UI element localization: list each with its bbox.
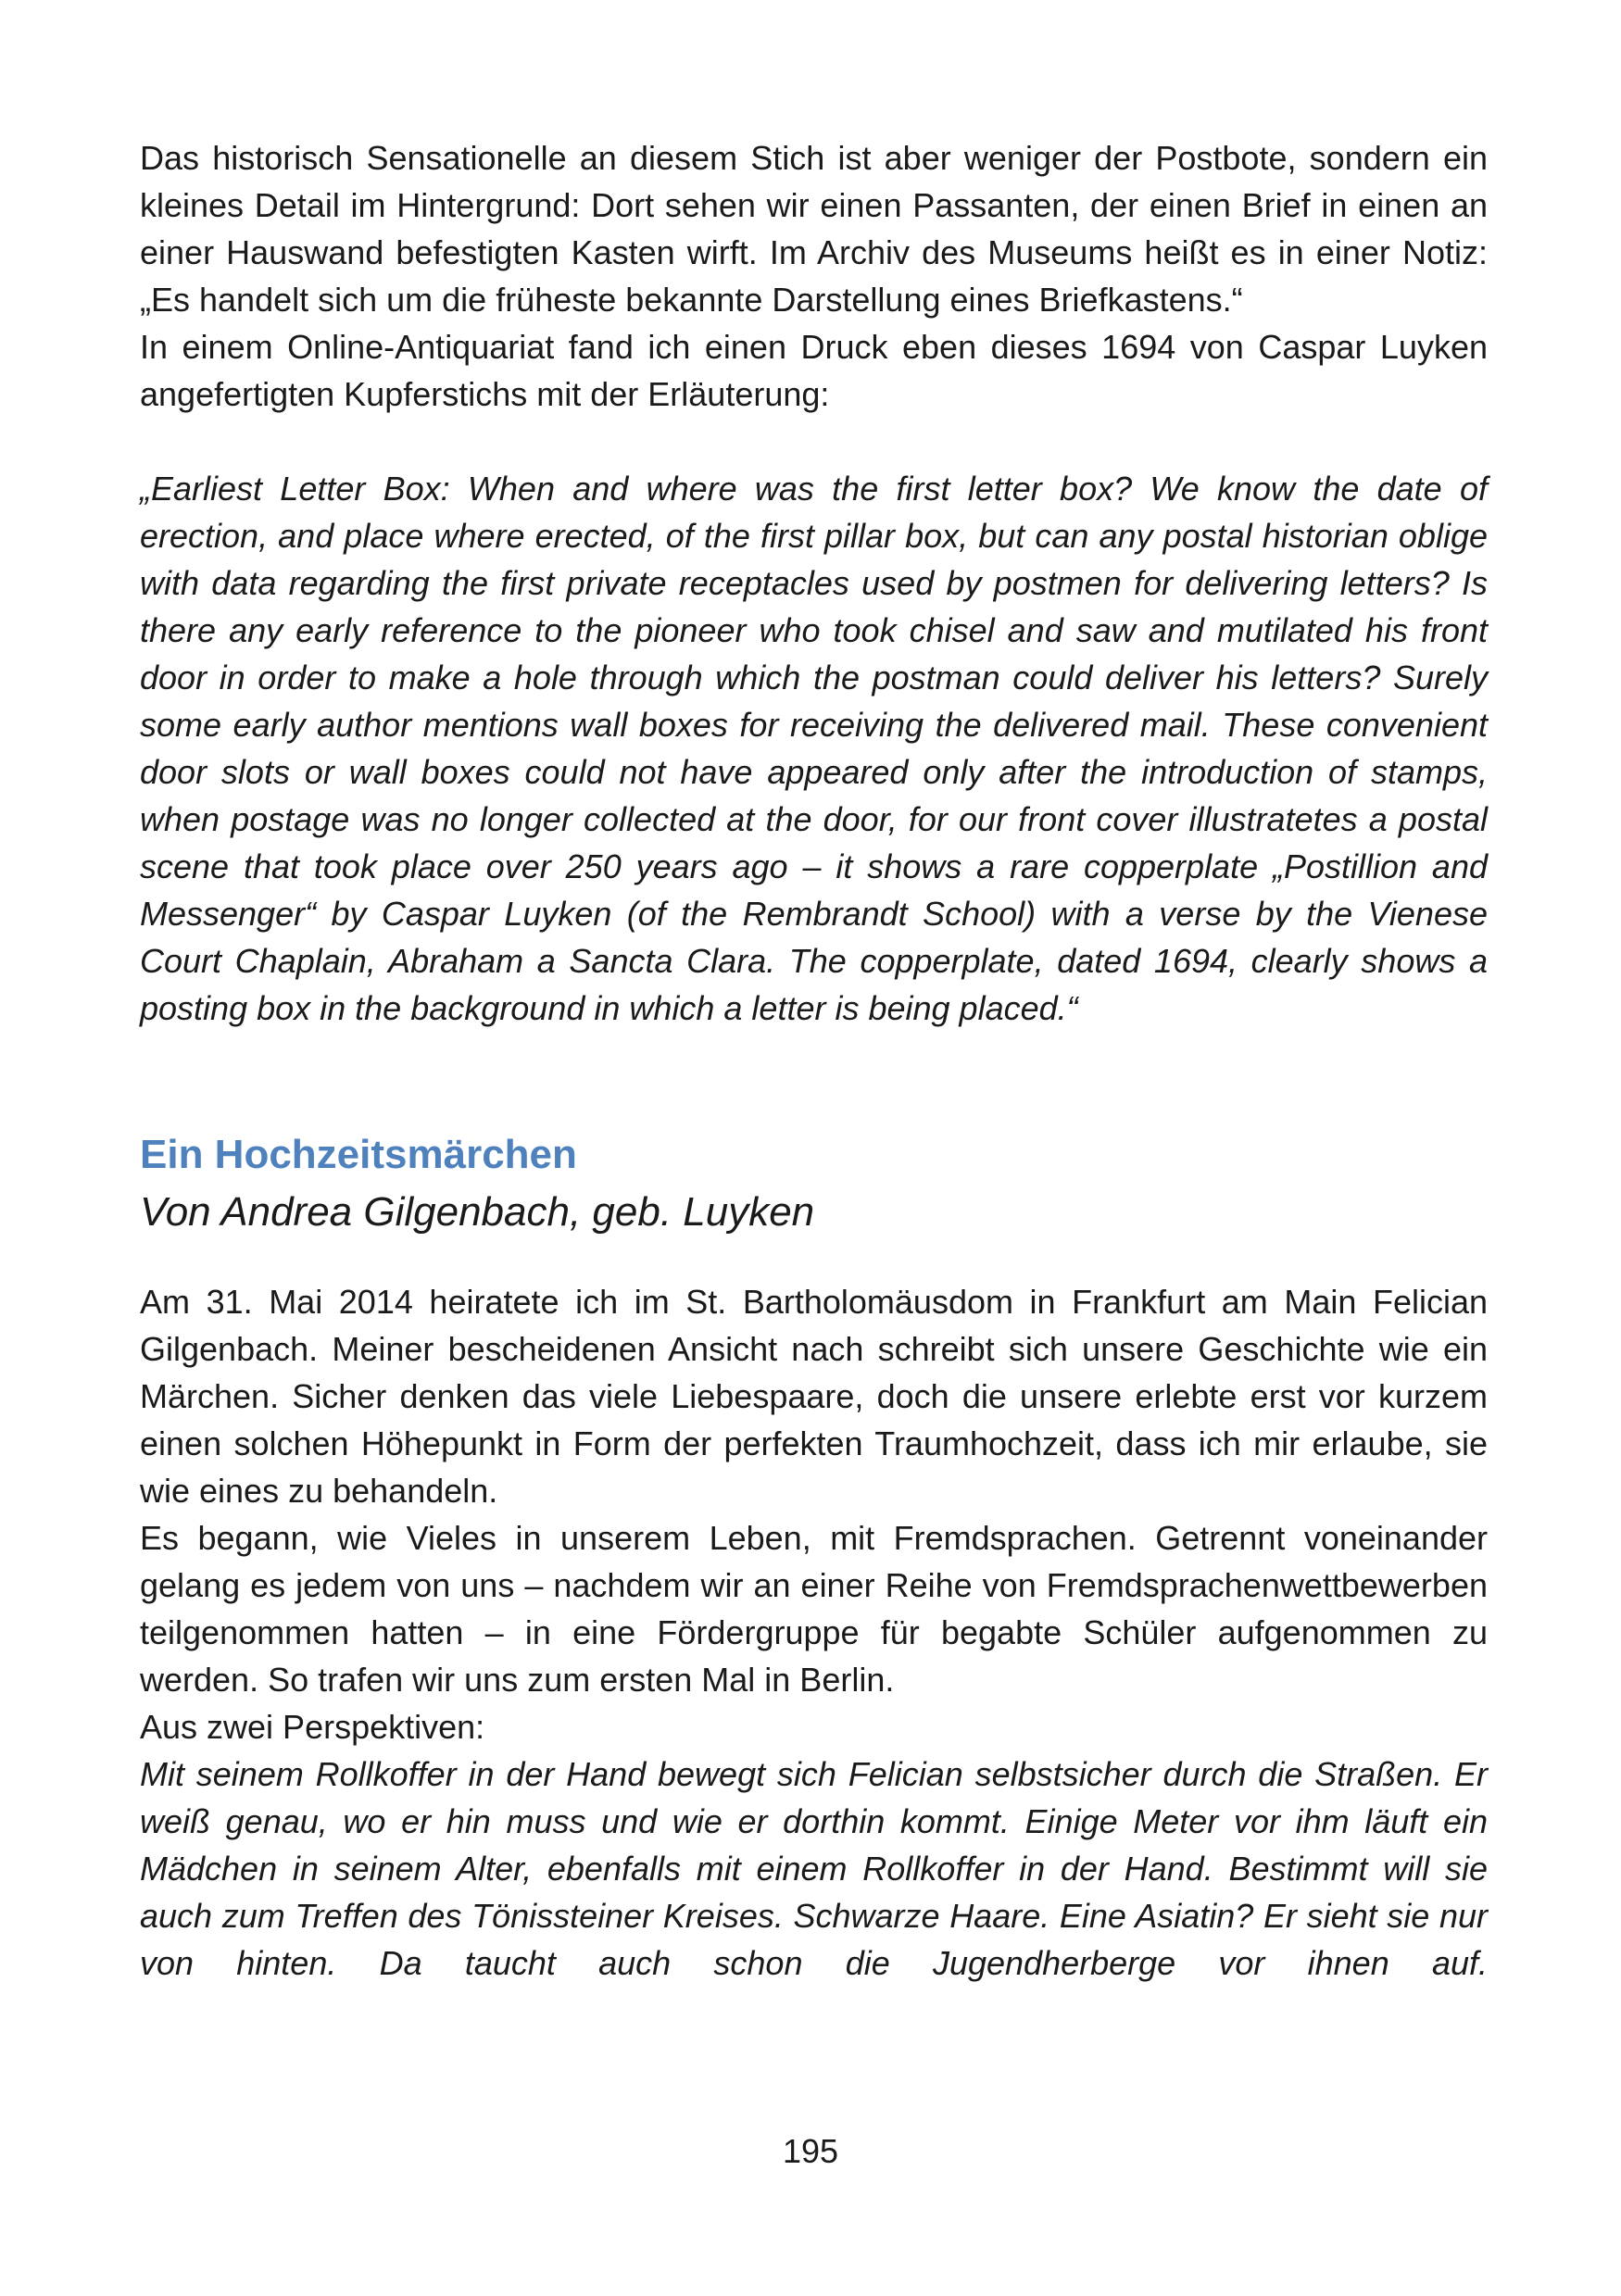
spacer (140, 418, 1488, 465)
page-body (140, 134, 1488, 1987)
spacer (140, 1032, 1488, 1126)
letter-box-quote: „Earliest Letter Box: When and where was the first letter box? We know the date of erection, and place where erected, of the first pillar box, but can any postal historian oblige with data regarding the first private receptacles used by postmen for delivering letters? Is there any early reference to the pioneer who took chisel and saw and mutilated his front door in order to make a hole through which the postman could deliver his letters? Surely some early author mentions wall boxes for receiving the delivered mail. These convenient door slots or wall boxes could not have appeared only after the introduction of stamps, when postage was no longer collected at the door, for our front cover illustratetes a postal scene that took place over 250 years ago – it shows a rare copperplate „Postillion and Messenger“ by Caspar Luyken (of the Rembrandt School) with a verse by the Vienese Court Chaplain, Abraham a Sancta Clara. The copperplate, dated 1694, clearly shows a posting box in the background in which a letter is being placed.“ (140, 470, 1488, 1027)
section-paragraph-2: Es begann, wie Vieles in unserem Leben, mit Fremdsprachen. Getrennt voneinander gelang es jedem von uns – nachdem wir an einer Reihe von Fremdsprachenwettbewerben teilgenommen hatten – in eine Fördergruppe für begabte Schüler aufgenommen zu werden. So trafen wir uns zum ersten Mal in Berlin. (140, 1519, 1488, 1699)
section-paragraph-1: Am 31. Mai 2014 heiratete ich im St. Bartholomäusdom in Frankfurt am Main Felician Gilgenbach. Meiner bescheidenen Ansicht nach schreibt sich unsere Geschichte wie ein Märchen. Sicher denken das viele Liebespaare, doch die unsere erlebte erst vor kurzem einen solchen Höhepunkt in Form der perfekten Traumhochzeit, dass ich mir erlaube, sie wie eines zu behandeln. (140, 1283, 1488, 1510)
section-italic-paragraph: Mit seinem Rollkoffer in der Hand bewegt sich Felician selbstsicher durch die Straßen. Er weiß genau, wo er hin muss und wie er dorthin kommt. Einige Meter vor ihm läuft ein Mädchen in seinem Alter, ebenfalls mit einem Rollkoffer in der Hand. Bestimmt will sie auch zum Treffen des Tönissteiner Kreises. Schwarze Haare. Eine Asiatin? Er sieht sie nur von hinten. Da taucht auch schon die Jugendherberge vor ihnen auf. (140, 1755, 1488, 1982)
section-title: Ein Hochzeitsmärchen (140, 1132, 577, 1177)
section-byline: Von Andrea Gilgenbach, geb. Luyken (140, 1189, 815, 1235)
intro-paragraph-1: Das historisch Sensationelle an diesem Stich ist aber weniger der Postbote, sondern ein kleines Detail im Hintergrund: Dort sehen wir einen Passanten, der einen Brief in einen an einer Hauswand befestigten Kasten wirft. Im Archiv des Museums heißt es in einer Notiz: „Es handelt sich um die früheste bekannte Darstellung eines Briefkastens.“ (140, 139, 1488, 319)
spacer (140, 1241, 1488, 1278)
page-number: 195 (782, 2132, 839, 2170)
section-paragraph-3: Aus zwei Perspektiven: (140, 1708, 485, 1746)
intro-paragraph-2: In einem Online-Antiquariat fand ich einen Druck eben dieses 1694 von Caspar Luyken angefertigten Kupferstichs mit der Erläuterung: (140, 328, 1488, 413)
